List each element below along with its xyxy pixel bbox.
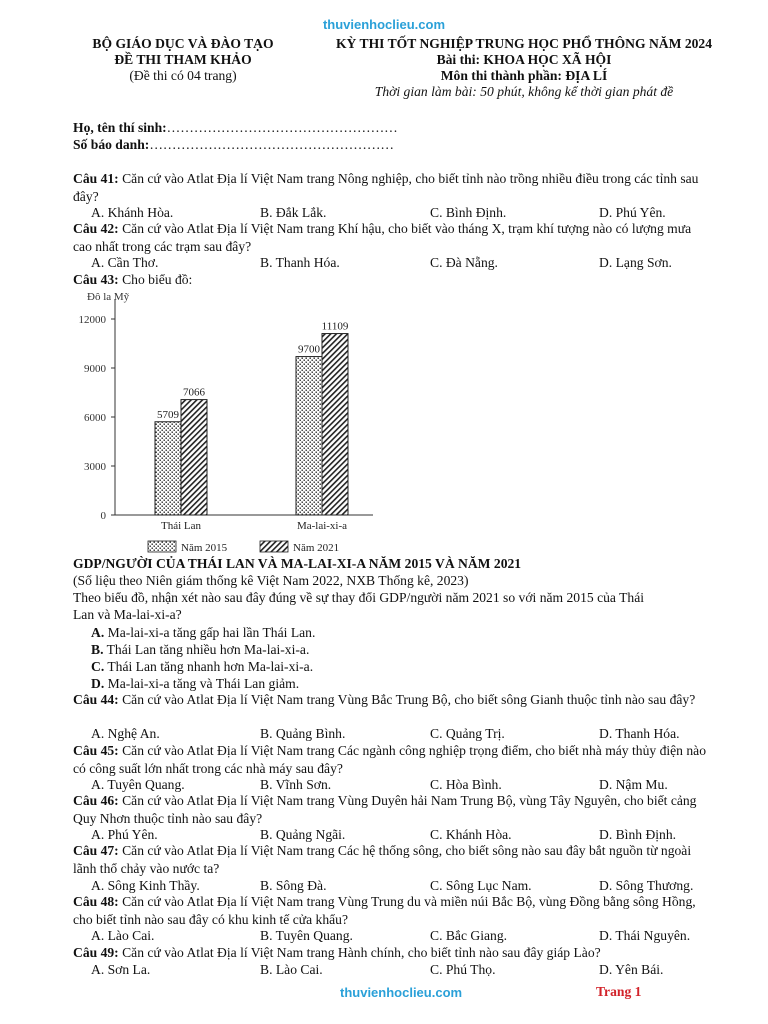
option-a[interactable]: A. Phú Yên. <box>91 827 158 842</box>
option-d[interactable]: D. Nậm Mu. <box>599 777 668 792</box>
option-a[interactable]: A. Cần Thơ. <box>91 255 159 270</box>
question-text: Cho biểu đồ: <box>118 272 193 287</box>
bar-value-label: 11109 <box>321 320 349 333</box>
question-text: Căn cứ vào Atlat Địa lí Việt Nam trang Khí hậu, cho biết vào tháng X, trạm khí tượng nào có lượng mưa cao nhất trong các trạm sau đây? <box>73 221 692 254</box>
question-45 <box>73 742 713 777</box>
y-tick-label: 9000 <box>84 363 106 375</box>
exam-subject: Bài thi: KHOA HỌC XÃ HỘI <box>436 52 612 67</box>
candidate-name-dots: …………………………………………… <box>166 120 398 135</box>
candidate-id-label: Số báo danh: <box>73 137 150 152</box>
question-44 <box>73 691 713 709</box>
question-label: Câu 48: <box>73 894 119 909</box>
chart-title: GDP/NGƯỜI CỦA THÁI LAN VÀ MA-LAI-XI-A NĂM 2015 VÀ NĂM 2021 <box>73 556 522 571</box>
bar <box>322 334 348 515</box>
x-category-label: Ma-lai-xi-a <box>296 520 348 532</box>
gdp-bar-chart <box>73 285 373 560</box>
bar-value-label: 9700 <box>298 343 320 356</box>
question-text: Căn cứ vào Atlat Địa lí Việt Nam trang Vùng Duyên hải Nam Trung Bộ, vùng Tây Nguyên, cho biết cảng Quy Nhơn thuộc tỉnh nào sau đây? <box>73 793 697 826</box>
option-d[interactable]: D. Yên Bái. <box>599 962 664 977</box>
page-count-note: (Đề thi có 04 trang) <box>129 68 237 83</box>
question-text: Căn cứ vào Atlat Địa lí Việt Nam trang Hành chính, cho biết tỉnh nào sau đây giáp Lào? <box>118 945 601 960</box>
option-b[interactable]: B. Quảng Bình. <box>260 726 346 741</box>
question-text: Căn cứ vào Atlat Địa lí Việt Nam trang Vùng Trung du và miền núi Bắc Bộ, vùng Đồng bằng sông Hồng, cho biết tỉnh nào sau đây có khu kinh tế cửa khẩu? <box>73 894 696 927</box>
option-a[interactable]: A. Lào Cai. <box>91 928 155 943</box>
option-c[interactable]: C. Phú Thọ. <box>430 962 496 977</box>
statement-text: Ma-lai-xi-a tăng và Thái Lan giảm. <box>104 676 300 691</box>
exam-component: Môn thi thành phần: ĐỊA LÍ <box>440 68 608 83</box>
bar <box>155 422 181 515</box>
option-d[interactable]: D. Bình Định. <box>599 827 677 842</box>
exam-type: ĐỀ THI THAM KHẢO <box>114 52 252 67</box>
option-b[interactable]: B. Quảng Ngãi. <box>260 827 346 842</box>
option-c[interactable]: C. Sông Lục Nam. <box>430 878 532 893</box>
statement-letter: C. <box>91 659 105 674</box>
question-text: Căn cứ vào Atlat Địa lí Việt Nam trang Các ngành công nghiệp trọng điểm, cho biết nhà máy thủy điện nào có công suất lớn nhất trong các nhà máy sau đây? <box>73 743 706 776</box>
option-b[interactable]: B. Lào Cai. <box>260 962 323 977</box>
candidate-name-line[interactable] <box>73 120 398 136</box>
legend-label: Năm 2015 <box>181 542 228 554</box>
option-a[interactable]: A. Nghệ An. <box>91 726 160 741</box>
option-b[interactable]: B. Tuyên Quang. <box>260 928 353 943</box>
legend-swatch <box>260 541 288 552</box>
option-d[interactable]: D. Thanh Hóa. <box>599 726 680 741</box>
statement-c[interactable] <box>91 658 313 675</box>
chart-source: (Số liệu theo Niên giám thống kê Việt Nam 2022, NXB Thống kê, 2023) <box>73 573 469 588</box>
option-c[interactable]: C. Bình Định. <box>430 205 507 220</box>
question-42 <box>73 220 713 255</box>
question-label: Câu 41: <box>73 171 119 186</box>
question-text: Căn cứ vào Atlat Địa lí Việt Nam trang Nông nghiệp, cho biết tỉnh nào trồng nhiều điều trong các tỉnh sau đây? <box>73 171 699 204</box>
statement-d[interactable] <box>91 675 299 692</box>
option-b[interactable]: B. Sông Đà. <box>260 878 327 893</box>
option-d[interactable]: D. Phú Yên. <box>599 205 666 220</box>
x-category-label: Thái Lan <box>160 520 202 532</box>
footer-site[interactable]: thuvienhoclieu.com <box>340 985 463 1000</box>
question-label: Câu 45: <box>73 743 119 758</box>
bar-value-label: 7066 <box>183 386 205 399</box>
statement-letter: A. <box>91 625 105 640</box>
option-a[interactable]: A. Sông Kinh Thầy. <box>91 878 200 893</box>
question-label: Câu 49: <box>73 945 119 960</box>
statement-letter: D. <box>91 676 105 691</box>
option-c[interactable]: C. Quảng Trị. <box>430 726 505 741</box>
option-d[interactable]: D. Sông Thương. <box>599 878 694 893</box>
question-label: Câu 43: <box>73 272 119 287</box>
option-c[interactable]: C. Đà Nẵng. <box>430 255 498 270</box>
option-a[interactable]: A. Khánh Hòa. <box>91 205 174 220</box>
statement-text: Ma-lai-xi-a tăng gấp hai lần Thái Lan. <box>104 625 316 640</box>
legend-label: Năm 2021 <box>293 542 340 554</box>
question-label: Câu 44: <box>73 692 119 707</box>
question-47 <box>73 842 713 877</box>
question-text: Căn cứ vào Atlat Địa lí Việt Nam trang Vùng Bắc Trung Bộ, cho biết sông Gianh thuộc tỉnh nào sau đây? <box>118 692 696 707</box>
exam-title: KỲ THI TỐT NGHIỆP TRUNG HỌC PHỔ THÔNG NĂM 2024 <box>335 36 713 51</box>
question-label: Câu 47: <box>73 843 119 858</box>
question-49 <box>73 944 713 962</box>
question-41 <box>73 170 713 205</box>
question-48 <box>73 893 713 928</box>
legend-swatch <box>148 541 176 552</box>
statement-b[interactable] <box>91 641 309 658</box>
y-tick-label: 6000 <box>84 412 106 424</box>
statement-text: Thái Lan tăng nhanh hơn Ma-lai-xi-a. <box>104 659 314 674</box>
option-c[interactable]: C. Hòa Bình. <box>430 777 502 792</box>
option-c[interactable]: C. Bắc Giang. <box>430 928 508 943</box>
option-d[interactable]: D. Lạng Sơn. <box>599 255 672 270</box>
bar <box>181 400 207 515</box>
question-label: Câu 42: <box>73 221 119 236</box>
option-a[interactable]: A. Tuyên Quang. <box>91 777 185 792</box>
option-a[interactable]: A. Sơn La. <box>91 962 151 977</box>
site-header[interactable]: thuvienhoclieu.com <box>322 17 446 32</box>
y-tick-label: 0 <box>100 510 106 522</box>
bar <box>296 357 322 515</box>
candidate-id-dots: ……………………………………………… <box>149 137 394 152</box>
chart-question-line1: Theo biểu đồ, nhận xét nào sau đây đúng về sự thay đổi GDP/người năm 2021 so với năm 2015 của Thái <box>73 590 645 605</box>
chart-question-line2: Lan và Ma-lai-xi-a? <box>73 607 182 622</box>
bar-value-label: 5709 <box>157 408 179 421</box>
exam-duration: Thời gian làm bài: 50 phút, không kể thời gian phát đề <box>374 84 674 99</box>
question-label: Câu 46: <box>73 793 119 808</box>
question-text: Căn cứ vào Atlat Địa lí Việt Nam trang Các hệ thống sông, cho biết sông nào sau đây bắt nguồn từ ngoài lãnh thổ chảy vào nước ta? <box>73 843 692 876</box>
y-tick-label: 3000 <box>84 461 106 473</box>
statement-letter: B. <box>91 642 104 657</box>
option-b[interactable]: B. Đắk Lắk. <box>260 205 327 220</box>
option-b[interactable]: B. Vĩnh Sơn. <box>260 777 332 792</box>
page-number: Trang 1 <box>596 984 642 999</box>
ministry-name: BỘ GIÁO DỤC VÀ ĐÀO TẠO <box>92 36 274 51</box>
option-c[interactable]: C. Khánh Hòa. <box>430 827 512 842</box>
y-axis-label: Đô la Mỹ <box>87 291 130 303</box>
question-46 <box>73 792 713 827</box>
statement-a[interactable] <box>91 624 315 641</box>
option-d[interactable]: D. Thái Nguyên. <box>599 928 691 943</box>
candidate-id-line[interactable] <box>73 137 394 153</box>
y-tick-label: 12000 <box>78 314 106 326</box>
candidate-name-label: Họ, tên thí sinh: <box>73 120 167 135</box>
statement-text: Thái Lan tăng nhiều hơn Ma-lai-xi-a. <box>103 642 310 657</box>
option-b[interactable]: B. Thanh Hóa. <box>260 255 340 270</box>
